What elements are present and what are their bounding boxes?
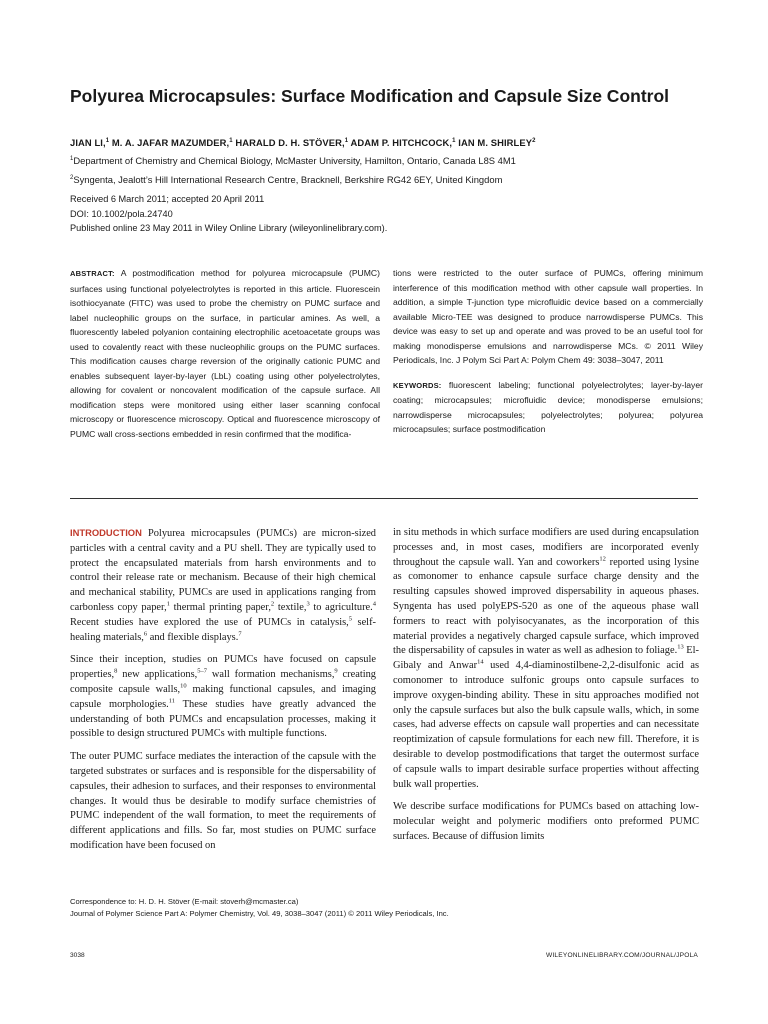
keywords-text: fluorescent labeling; functional polyelectrolytes; layer-by-layer coating; microcapsules; microfluidic device; monodisperse emulsions; narrowdisperse microcapsules; polyelectrolytes; polyurea; polyurea microcapsules; surface postmodification [393, 379, 703, 434]
affiliation-2: $^2$Syngenta, Jealott’s Hill International Research Centre, Bracknell, Berkshire RG42 6EY, United Kingdom [70, 174, 503, 185]
keywords-label: KEYWORDS: [393, 380, 442, 390]
body-column-right [393, 526, 699, 853]
citation-ref: 1 [166, 600, 170, 608]
page-number: 3038 [70, 952, 85, 959]
author: JIAN LI,$^1$ [70, 137, 110, 148]
author-list [70, 137, 710, 148]
doi: DOI: 10.1002/pola.24740 [70, 208, 173, 219]
journal-citation: Journal of Polymer Science Part A: Polymer Chemistry, Vol. 49, 3038–3047 (2011) © 2011 Wiley Periodicals, Inc. [70, 909, 449, 918]
journal-url: WILEYONLINELIBRARY.COM/JOURNAL/JPOLA [545, 952, 698, 959]
author: HARALD D. H. STÖVER,$^1$ [235, 137, 349, 148]
section-divider [70, 498, 698, 499]
abstract-text-left: A postmodification method for polyurea microcapsule (PUMC) surfaces using functional polyelectrolytes is reported in this article. Fluorescein isothiocyanate (FITC) was used to probe the chemistry on PUMC surface and label nucleophilic groups on the surface, in particular amines. As well, a fluorescently labeled polyanion containing electrophilic acetoacetate groups was used to covalently react with these nucleophilic groups on the PUMC surfaces. This modification causes charge reversion of the originally cationic PUMC and enables subsequent layer-by-layer (LbL) coating using other polyelectrolytes, allowing for covalent or noncovalent modification of the capsule surface. All modification steps were monitored using either laser scanning confocal microscopy or fluorescence microscopy. Optical and fluorescence microscopy of PUMC wall cross-sections embedded in resin confirmed that the modifica- [70, 268, 380, 439]
author: M. A. JAFAR MAZUMDER,$^1$ [111, 137, 233, 148]
abstract-right [393, 266, 703, 437]
paper-title: Polyurea Microcapsules: Surface Modification and Capsule Size Control [70, 86, 670, 106]
abstract-text-right: tions were restricted to the outer surface of PUMCs, offering minimum interference of this modification method with other capsule wall properties. In addition, a simple T-junction type microfluidic device based on a commercially available Micro-TEE was designed to produce narrowdisperse PUMCs. This device was easy to set up and operate and was proved to be an useful tool for making monodisperse emulsions and narrowdisperse MCs. © 2011 Wiley Periodicals, Inc. J Polym Sci Part A: Polym Chem 49: 3038–3047, 2011 [393, 268, 703, 365]
citation-ref: 4 [372, 600, 376, 608]
citation-ref: 12 [599, 555, 606, 563]
intro-paragraph-1: INTRODUCTION Polyurea microcapsules (PUMCs) are micron-sized particles with a central cavity and a PU shell. They are typically used to protect the encapsulated materials from harsh environments and to control their release rate or mechanism. Because of their high chemical and mechanical stability, PUMCs are used in applications ranging from carbonless copy paper,$^1$ thermal printing paper,$^2$ textile,$^3$ to agriculture.$^4$ Recent studies have explored the use of PUMCs in catalysis,$^5$ self-healing materials,$^6$ and flexible displays.$^7$ [70, 527, 376, 643]
citation-ref: 13 [677, 643, 684, 651]
abstract-label: ABSTRACT: [70, 269, 115, 278]
intro-paragraph-4: in situ methods in which surface modifiers are used during encapsulation processes and, in most cases, modifiers are incorporated evenly throughout the capsule wall. Yan and coworkers$^{12}$ reported using lysine as comonomer to enhance capsule surface charge density and the resulting capsules showed improved dispersability in aqueous phases. Syngenta has used polyEPS-520 as one of the aqueous phase wall formers to react with polyisocyanates, as the incorporation of this material provides a negatively charged capsule surface, which improved the dispersability of capsules in water as well as adhesion to foliage.$^{13}$ El-Gibaly and Anwar$^{14}$ used 4,4-diaminostilbene-2,2-disulfonic acid as comonomer to introduce sulfonic groups onto capsule surfaces to improve oxygen-binding ability. These in situ approaches modified not only the capsule surfaces but also the bulk capsule walls, which, in some cases, had adverse effects on capsule wall properties and can necessitate reoptimization of capsule formulations for each new fill. Therefore, it is desirable to develop postmodifications that target the outermost surface of capsule walls to impart desirable surface properties without affecting bulk wall properties. [393, 527, 700, 790]
author: ADAM P. HITCHCOCK,$^1$ [350, 137, 456, 148]
published-online: Published online 23 May 2011 in Wiley Online Library (wileyonlinelibrary.com). [70, 223, 388, 233]
keywords [393, 378, 703, 437]
citation-ref: 2 [270, 600, 275, 608]
citation-ref: 9 [334, 667, 338, 675]
citation-ref: 10 [180, 682, 187, 690]
intro-paragraph-2: Since their inception, studies on PUMCs have focused on capsule properties,$^8$ new applications,$^{5-7}$ wall formation mechanisms,$^9$ creating composite capsule walls,$^{10}$ making functional capsules, and imaging capsule morphologies.$^{11}$ These studies have greatly advanced the understanding of both PUMCs and encapsulation processes, making it possible to design structured PUMCs with multiple functions. [70, 654, 377, 740]
footnote [70, 896, 710, 920]
citation-ref: 11 [168, 697, 176, 705]
abstract-left [70, 266, 380, 441]
author: IAN M. SHIRLEY$^2$ [458, 137, 536, 148]
citation-ref: 5 [348, 615, 352, 623]
affiliation-1: $^1$Department of Chemistry and Chemical Biology, McMaster University, Hamilton, Ontario, Canada L8S 4M1 [70, 155, 516, 166]
citation-ref: 14 [477, 658, 484, 666]
citation-ref: 7 [238, 630, 242, 638]
intro-paragraph-5: We describe surface modifications for PUMCs based on attaching low-molecular weight and polymeric modifiers onto preformed PUMC surfaces. Because of diffusion limits [393, 801, 699, 842]
correspondence: Correspondence to: H. D. H. Stöver (E-mail: stoverh@mcmaster.ca) [70, 897, 299, 906]
received-date: Received 6 March 2011; accepted 20 April 2011 [70, 194, 265, 204]
body-column-left [70, 526, 376, 862]
citation-ref: 6 [143, 630, 148, 638]
intro-paragraph-3: The outer PUMC surface mediates the interaction of the capsule with the targeted substrates or surfaces and is responsible for the dispersability of capsules, their adhesion to surfaces, and their responses to environmental changes. It would thus be desirable to modify surface chemistries of PUMC independent of the wall formation, to meet the requirements of different applications and fills. So far, most studies on PUMC surface modification have been focused on [70, 751, 376, 851]
citation-ref: 8 [114, 667, 118, 675]
publication-dates [70, 192, 710, 236]
intro-heading: INTRODUCTION [70, 527, 142, 538]
citation-ref: 3 [306, 600, 310, 608]
citation-ref: 5–7 [197, 667, 207, 675]
